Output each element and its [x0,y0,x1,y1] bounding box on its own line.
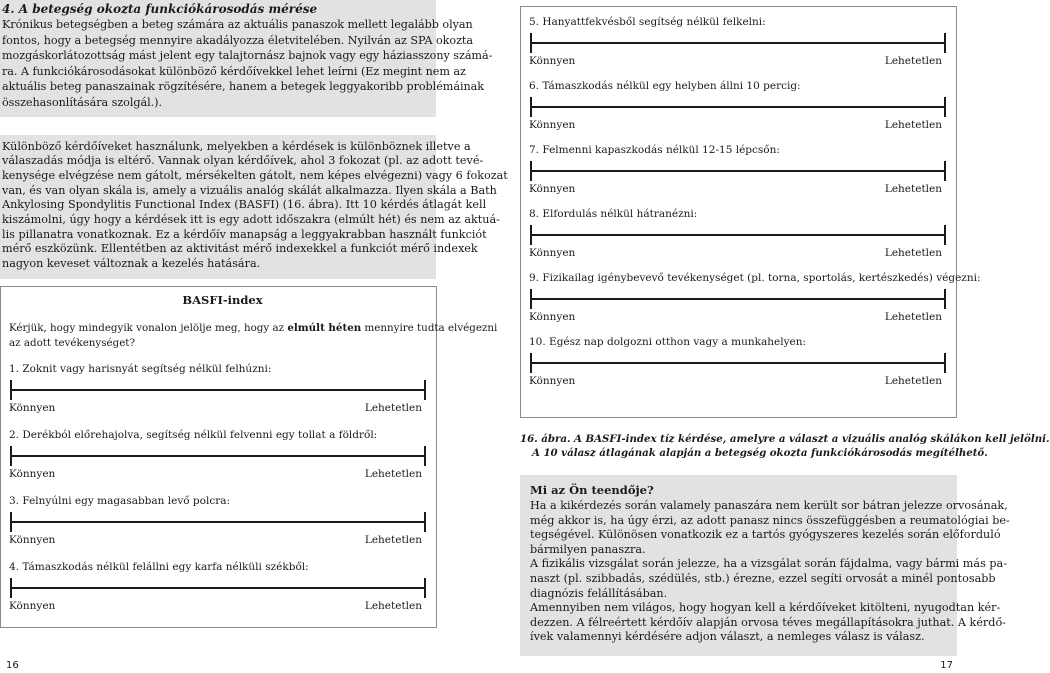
figure-caption [520,432,1050,460]
left-column [0,0,508,279]
body-line: kiszámolni, úgy hogy a kérdések itt is egy adott időszakra (elmúlt hét) és nem az aktuá- [2,213,500,227]
scale-end-tick [424,446,426,466]
body-line: nagyon keveset változnak a kezelés hatására. [2,257,261,271]
page-number-left: 16 [6,660,19,671]
body-line: Ankylosing Spondylitis Functional Index (BASFI) (16. ábra). Itt 10 kérdés átlagát kell [2,198,487,212]
question-10: 10. Egész nap dolgozni otthon vagy a munkahelyen: [529,336,807,348]
caption-line: A 10 válasz átlagának alapján a betegség okozta funkciókárosodás megítélhető. [532,447,988,459]
scale-line[interactable] [11,587,426,589]
question-9: 9. Fizikailag igénybevevő tevékenységet (pl. torna, sportolás, kertészkedés) végezni: [529,272,981,284]
scale-min-label: Könnyen [529,55,576,67]
vas-scale-7[interactable] [529,157,946,195]
caption-line: 16. ábra. A BASFI-index tíz kérdése, amelyre a választ a vizuális analóg skálákon kell jelölni. [520,433,1050,445]
scale-min-label: Könnyen [529,247,576,259]
scale-end-tick [944,353,946,373]
scale-max-label: Lehetetlen [884,375,942,387]
question-2: 2. Derékból előrehajolva, segítség nélkül felvenni egy tollat a földről: [9,429,378,441]
body-line: kenysége elvégzése nem gátolt, mérsékelten gátolt, nem képes elvégezni) vagy 6 fokozat [2,168,508,182]
scale-min-label: Könnyen [9,534,56,546]
scale-min-label: Könnyen [529,311,576,323]
question-3: 3. Felnyúlni egy magasabban levő polcra: [9,495,231,507]
tasks-line: diagnózis felállításában. [530,586,668,600]
scale-min-label: Könnyen [9,468,56,480]
scale-line[interactable] [531,106,946,108]
instruction-emphasis: elmúlt héten [287,322,362,334]
intro-section [0,0,493,117]
basfi-form-left [0,286,498,628]
scale-max-label: Lehetetlen [884,311,942,323]
scale-line[interactable] [531,298,946,300]
basfi-instruction: az adott tevékenységet? [9,336,135,349]
page-number-right: 17 [940,660,953,671]
body-line: mérő eszközünk. Ellentétben az aktivitást mérő indexekkel a funkciót mérő indexek [2,242,478,256]
vas-scale-3[interactable] [9,508,426,546]
vas-scale-1[interactable] [9,376,426,414]
scale-end-tick [944,225,946,245]
basfi-instruction [9,321,498,336]
tasks-line: dezzen. A félreértett kérdőív alapján orvosa téves megállapításokra juthat. A kérdő- [530,615,1006,629]
scale-max-label: Lehetetlen [364,468,422,480]
tasks-line: bármilyen panaszra. [530,542,646,556]
tasks-line: Ha a kikérdezés során valamely panaszára nem került sor bátran jelezze orvosának, [530,499,1008,512]
scale-end-tick [944,33,946,53]
basfi-form-right [520,6,981,418]
scale-max-label: Lehetetlen [884,55,942,67]
body-line: Különböző kérdőíveket használunk, melyekben a kérdések is különböznek illetve a [2,139,471,153]
question-7: 7. Felmenni kapaszkodás nélkül 12-15 lépcsőn: [529,144,780,156]
scale-max-label: Lehetetlen [364,534,422,546]
scale-min-label: Könnyen [529,375,576,387]
body-line: lis pillanatra vonatkoznak. Ez a kérdőív manapság a leggyakrabban használt funkciót [2,227,487,241]
tasks-line: A fizikális vizsgálat során jelezze, ha a vizsgálat során fájdalma, vagy bármi más pa- [530,557,1007,571]
instruction-text: mennyire tudta elvégezni [361,322,498,334]
intro-line: aktuális beteg panaszainak rögzítésére, hanem a betegek leggyakoribb problémáinak [2,80,484,94]
tasks-line: még akkor is, ha úgy érzi, az adott panasz nincs összefüggésben a reumatológiai be- [530,513,1010,527]
basfi-title: BASFI-index [182,293,263,307]
tasks-heading: Mi az Ön teendője? [530,483,654,497]
scale-end-tick [944,289,946,309]
intro-line: ra. A funkciókárosodásokat különböző kérdőívekkel lehet leírni (Ez megint nem az [2,64,466,78]
scale-end-tick [424,578,426,598]
scale-line[interactable] [11,455,426,457]
intro-line: Krónikus betegségben a beteg számára az aktuális panaszok mellett legalább olyan [2,18,473,31]
question-1: 1. Zoknit vagy harisnyát segítség nélkül felhúzni: [9,363,272,375]
vas-scale-4[interactable] [9,574,426,612]
scale-line[interactable] [531,362,946,364]
tasks-line: Amennyiben nem világos, hogy hogyan kell a kérdőíveket kitölteni, nyugodtan kér- [530,601,1001,615]
scale-end-tick [944,97,946,117]
question-8: 8. Elfordulás nélkül hátranézni: [529,208,698,220]
scale-max-label: Lehetetlen [364,402,422,414]
scale-end-tick [944,161,946,181]
instruction-text: Kérjük, hogy mindegyik vonalon jelölje meg, hogy az [9,322,288,334]
scale-min-label: Könnyen [529,119,576,131]
scale-line[interactable] [11,521,426,523]
scale-max-label: Lehetetlen [884,247,942,259]
scale-max-label: Lehetetlen [364,600,422,612]
scale-end-tick [424,512,426,532]
scale-min-label: Könnyen [9,600,56,612]
scale-line[interactable] [531,234,946,236]
question-6: 6. Támaszkodás nélkül egy helyben állni 10 percig: [529,80,801,92]
scale-line[interactable] [531,170,946,172]
vas-scale-9[interactable] [529,285,946,323]
scale-min-label: Könnyen [9,402,56,414]
tasks-line: naszt (pl. szibbadás, szédülés, stb.) érezne, ezzel segíti orvosát a minél pontosabb [530,571,996,585]
patient-tasks-box [520,475,1010,656]
tasks-line: ívek valamennyi kérdésére adjon választ, a nemleges válasz is válasz. [530,630,925,644]
vas-scale-8[interactable] [529,221,946,259]
scale-max-label: Lehetetlen [884,183,942,195]
scale-end-tick [424,380,426,400]
intro-line: mozgáskorlátozottság mást jelent egy talajtornász bajnok vagy egy háziasszony számá- [2,49,493,63]
questionnaire-description [0,135,508,279]
intro-line: összehasonlítására szolgál.). [2,95,162,109]
scale-line[interactable] [531,42,946,44]
scale-min-label: Könnyen [529,183,576,195]
scale-line[interactable] [11,389,426,391]
vas-scale-2[interactable] [9,442,426,480]
vas-scale-6[interactable] [529,93,946,131]
question-4: 4. Támaszkodás nélkül felállni egy karfa nélküli székből: [9,561,309,573]
question-5: 5. Hanyattfekvésből segítség nélkül felkelni: [529,16,766,28]
body-line: van, és van olyan skála is, amely a vizuális analóg skálát alkalmazza. Ilyen skála a Bath [2,183,497,197]
vas-scale-5[interactable] [529,29,946,67]
scale-max-label: Lehetetlen [884,119,942,131]
section-heading: 4. A betegség okozta funkciókárosodás mérése [2,2,318,16]
intro-line: fontos, hogy a betegség mennyire akadályozza életvitelében. Nyilván az SPA okozta [2,33,473,47]
tasks-line: tegségével. Különösen vonatkozik ez a tartós gyógyszeres kezelés során előforduló [530,528,1001,542]
vas-scale-10[interactable] [529,349,946,387]
body-line: válaszadás módja is eltérő. Vannak olyan kérdőívek, ahol 3 fokozat (pl. az adott tevé- [2,154,484,168]
